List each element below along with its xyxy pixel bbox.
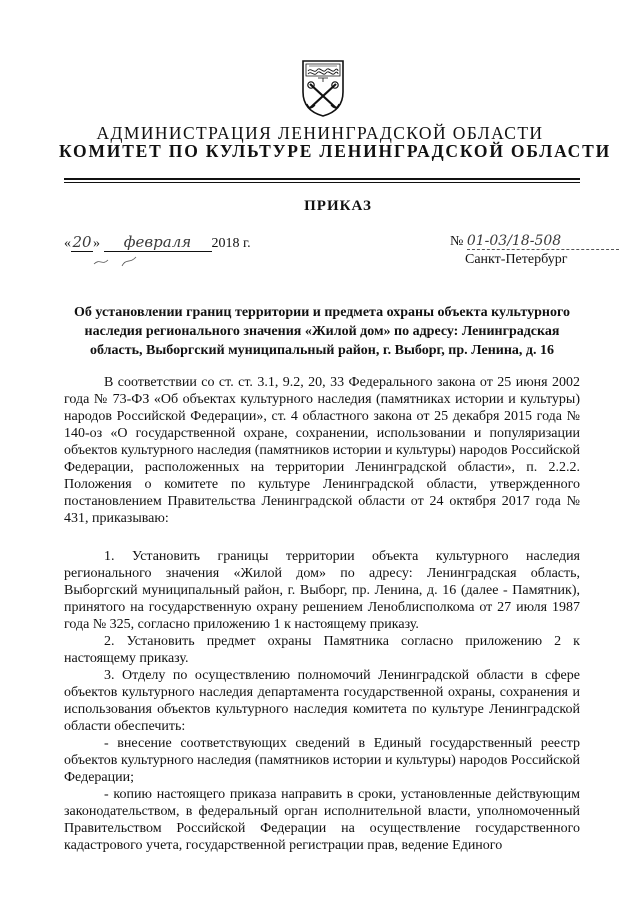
clause-3-item-registry: - внесение соответствующих сведений в Единый государственный реестр объектов культурного наследия (памятников истории и культуры) народов Российской Федерации; (64, 736, 580, 785)
coat-of-arms-emblem (300, 58, 346, 118)
handwritten-mark (92, 254, 148, 268)
preamble-paragraph: В соответствии со ст. ст. 3.1, 9.2, 20, 33 Федерального закона от 25 июня 2002 года № 73-ФЗ «Об объектах культурного наследия (памятниках истории и культуры) народов Российской Федерации», ст. 4 областного закона от 25 декабря 2015 года № 140-оз «О государственной охране, сохранении, использовании и популяризации объектов культурного наследия (памятников истории и культуры) народов Российской Федерации, расположенных на территории Ленинградской области», п. 2.2.2. Положения о комитете по культуре Ленинградской области, утвержденного постановлением Правительства Ленинградской области от 24 октября 2017 года № 431, приказываю: (64, 375, 580, 526)
clause-2-paragraph: 2. Установить предмет охраны Памятника согласно приложению 2 к настоящему приказу. (64, 634, 580, 666)
clause-1-paragraph: 1. Установить границы территории объекта культурного наследия регионального значения «Жилой дом» по адресу: Ленинградская область, Выборгский муниципальный район, г. Выборг, пр. Ленина, д. 16 (далее - Памятник), принятого на государственную охрану решением Леноблисполкома от 27 июля 1987 года № 325, согласно приложению 1 к настоящему приказу. (64, 549, 580, 632)
issue-city: Санкт-Петербург (465, 252, 568, 267)
committee-heading: КОМИТЕТ ПО КУЛЬТУРЕ ЛЕНИНГРАДСКОЙ ОБЛАСТИ (59, 141, 611, 161)
date-month-handwritten: февраля (104, 233, 212, 252)
header-divider-thin (64, 182, 580, 183)
order-subject-title: Об установлении границ территории и предмета охраны объекта культурного наследия регионального значения «Жилой дом» по адресу: Ленинградская область, Выборгский муниципальный район, г. Выборг, пр. Ленина, д. 16 (74, 305, 570, 358)
order-number-handwritten: 01-03/18-508 (467, 233, 619, 250)
date-year: 2018 г. (211, 236, 251, 251)
order-number (450, 233, 619, 250)
date-day-handwritten: 20 (72, 233, 92, 251)
clause-3-item-copy: - копию настоящего приказа направить в сроки, установленные действующим законодательством, в федеральный орган исполнительной власти, уполномоченный Правительством Российской Федерации на осуществление государственного кадастрового учета, государственной регистрации прав, ведение Единого (64, 787, 580, 853)
order-date (64, 233, 251, 252)
document-type-title: ПРИКАЗ (304, 198, 372, 214)
date-close-quote: » (93, 236, 100, 251)
clause-3-paragraph: 3. Отделу по осуществлению полномочий Ленинградской области в сфере объектов культурного наследия департамента государственной охраны, сохранения и использования объектов культурного наследия комитета по культуре Ленинградской области обеспечить: (64, 668, 580, 734)
header-divider-thick (64, 178, 580, 180)
number-prefix: № (450, 234, 464, 249)
administration-heading: АДМИНИСТРАЦИЯ ЛЕНИНГРАДСКОЙ ОБЛАСТИ (96, 123, 544, 143)
date-open-quote: « (64, 236, 71, 251)
